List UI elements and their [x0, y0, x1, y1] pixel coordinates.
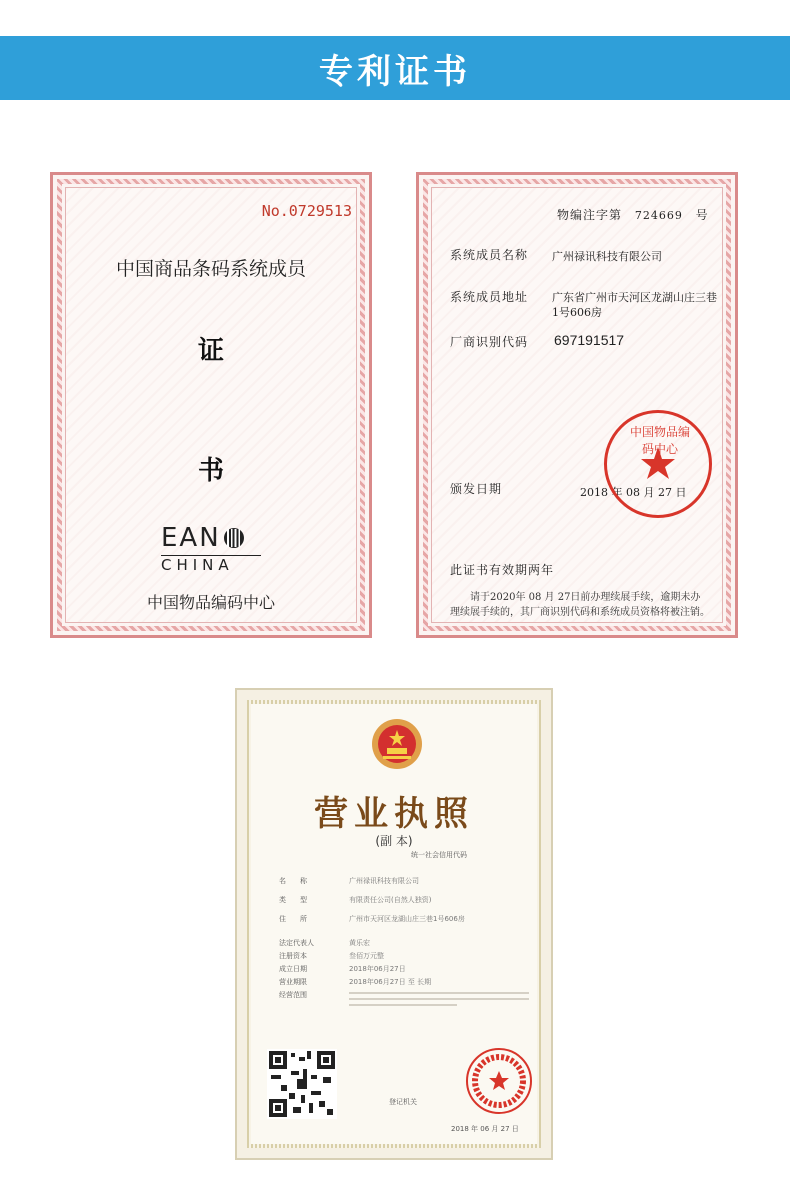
- reg-number: 724669: [634, 209, 683, 222]
- member-address-label: 系统成员地址: [450, 290, 529, 304]
- license-row: [279, 951, 534, 961]
- license-row: [279, 938, 534, 948]
- row-label: 成立日期: [279, 965, 307, 973]
- business-license-body: [247, 700, 541, 1148]
- license-row: [279, 876, 534, 886]
- member-certificate-body: [65, 187, 357, 623]
- row-value: 有限责任公司(自然人独资): [349, 896, 432, 904]
- ean-china-logo: [161, 523, 281, 574]
- official-red-stamp: [604, 410, 712, 518]
- validity-text: 此证书有效期两年: [450, 563, 555, 577]
- row-label: 法定代表人: [279, 939, 314, 947]
- renewal-note: 请于2020年 08 月 27日前办理续展手续，逾期未办理续展手续的，其厂商识别代码和系统成员资格将被注销。: [450, 592, 710, 618]
- row-value: 广州禄讯科技有限公司: [349, 877, 419, 885]
- logo-china-text: CHINA: [161, 556, 234, 574]
- business-scope-lines: [349, 990, 529, 1006]
- credit-code-label: 统一社会信用代码: [411, 851, 467, 859]
- row-label: 类 型: [279, 896, 307, 904]
- row-value: 黄乐宏: [349, 939, 370, 947]
- license-title: 营业执照: [314, 794, 474, 834]
- certificate-char-zheng: 证: [197, 336, 224, 366]
- license-date: 2018 年 06 月 27 日: [451, 1125, 519, 1133]
- row-label: 名 称: [279, 877, 307, 885]
- issue-date-value: 2018 年 08 月 27 日: [580, 486, 687, 499]
- license-subtitle: (副 本): [375, 834, 413, 848]
- reg-suffix: 号: [695, 208, 709, 222]
- certificate-char-shu: 书: [197, 456, 224, 486]
- reg-prefix: 物编注字第: [557, 208, 623, 222]
- license-red-stamp: [466, 1048, 532, 1114]
- registrar-label: 登记机关: [389, 1098, 417, 1106]
- page-banner: [0, 36, 790, 100]
- row-label: 住 所: [279, 915, 307, 923]
- row-label: 营业期限: [279, 978, 307, 986]
- member-name-value: 广州禄讯科技有限公司: [552, 250, 662, 263]
- detail-certificate: [416, 172, 738, 638]
- member-certificate: [50, 172, 372, 638]
- company-code-value: 697191517: [554, 332, 625, 348]
- reg-number-line: [557, 206, 709, 223]
- barcode-globe-icon: [221, 526, 249, 550]
- issuer-name: 中国物品编码中心: [146, 593, 275, 612]
- row-value: 2018年06月27日 至 长期: [349, 978, 432, 986]
- license-fields: [279, 876, 534, 1006]
- national-emblem-icon: [369, 716, 425, 772]
- qr-code-icon: [267, 1049, 337, 1119]
- banner-title: 专利证书: [319, 51, 471, 92]
- member-name-label: 系统成员名称: [450, 248, 529, 262]
- logo-ean-text: EAN: [161, 523, 221, 553]
- row-label: 经营范围: [279, 991, 307, 999]
- license-row: [279, 964, 534, 974]
- certificate-number: No.0729513: [261, 202, 352, 220]
- stamp-text: 中国物品编码中心: [629, 425, 690, 456]
- issue-date-label: 颁发日期: [450, 482, 503, 496]
- business-license: [235, 688, 553, 1160]
- row-value: 2018年06月27日: [349, 965, 406, 973]
- member-address-value: 广东省广州市天河区龙湖山庄三巷1号606房: [552, 291, 717, 319]
- license-stamp-star-icon: [468, 1050, 530, 1112]
- license-row: [279, 977, 534, 987]
- license-row: [279, 914, 534, 924]
- row-value: 广州市天河区龙湖山庄三巷1号606房: [349, 915, 465, 923]
- row-label: 注册资本: [279, 952, 307, 960]
- detail-certificate-body: [431, 187, 723, 623]
- license-row: [279, 990, 534, 1006]
- certificate-title: 中国商品条码系统成员: [115, 258, 306, 280]
- license-row: [279, 895, 534, 905]
- company-code-label: 厂商识别代码: [450, 335, 529, 349]
- row-value: 叁佰万元整: [349, 952, 384, 960]
